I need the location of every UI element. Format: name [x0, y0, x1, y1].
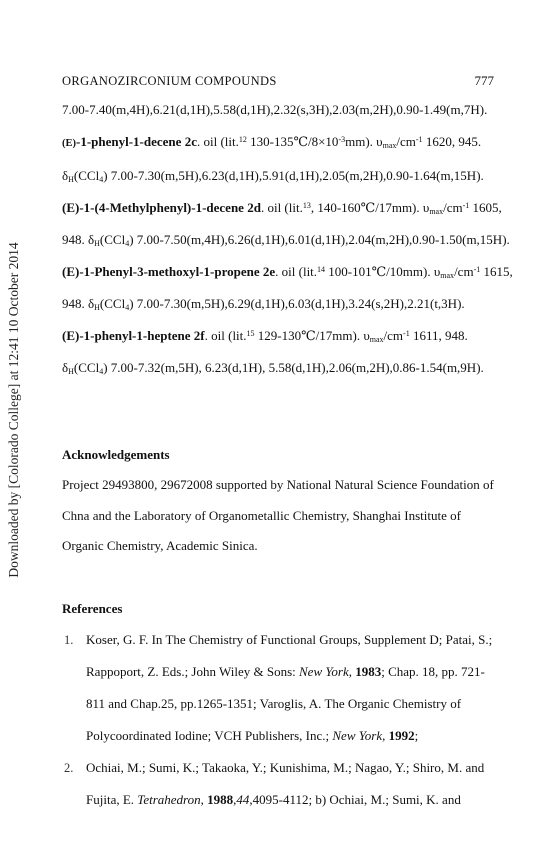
reference-number: 1. — [64, 632, 74, 647]
compound-data — [62, 94, 513, 384]
ref-citation: 13 — [302, 201, 311, 210]
compound-2d-line: (E)-1-(4-Methylphenyl)-1-decene 2d. oil (lit.$^{13}$, 140-160℃/17mm). $\upsilon_{max}/cm^{-1}$ 1605, — [62, 200, 502, 216]
compound-2e-id: 2e — [262, 264, 276, 279]
compound-2d-name: (E)-1-(4-Methylphenyl)-1-decene — [62, 200, 248, 215]
download-watermark-text: Downloaded by [Colorado College] at 12:41 10 October 2014 — [6, 242, 21, 578]
page-body — [62, 94, 513, 816]
compound-2e-name: (E)-1-Phenyl-3-methoxyl-1-propene — [62, 264, 263, 279]
compound-2e-nmr: 948. $\delta_H(CCl_4)$ 7.00-7.30(m,5H),6.29(d,1H),6.03(d,1H),3.24(s,2H),2.21(t,3H). — [62, 296, 465, 312]
ref-citation: 14 — [317, 265, 326, 274]
compound-2f-id: 2f — [193, 328, 205, 343]
compound-2f-nmr: $\delta_H(CCl_4)$ 7.00-7.32(m,5H), 6.23(d,1H), 5.58(d,1H),2.06(m,2H),0.86-1.54(m,9H). — [62, 360, 484, 376]
running-title: ORGANOZIRCONIUM COMPOUNDS — [62, 74, 277, 88]
ref-citation: 15 — [246, 329, 255, 338]
reference-text: Koser, G. F. In The Chemistry of Functional Groups, Supplement D; Patai, S.; Rappoport, Z. Eds.; John Wiley & Sons: New York, 1983; Chap. 18, pp. 721- 811 and Chap.25, pp.1265-1351; Varoglis, A. The Organic Chemistry of Polycoordinated Iodine; VCH Publishers, Inc.; New York, 1992; — [86, 631, 493, 743]
reference-number: 2. — [64, 760, 74, 775]
acknowledgements-text: Project 29493800, 29672008 supported by National Natural Science Foundation of Chna and the Laboratory of Organometallic Chemistry, Shanghai Institute of Organic Chemistry, Academic Sinica. — [62, 477, 494, 553]
compound-2f-line: (E)-1-phenyl-1-heptene 2f. oil (lit.$^{15}$ 129-130℃/17mm). $\upsilon_{max}/cm^{-1}$ 1611, 948. — [62, 328, 468, 344]
compound-2b-nmr-tail: 7.00-7.40(m,4H),6.21(d,1H),5.58(d,1H),2.32(s,3H),2.03(m,2H),0.90-1.49(m,7H). — [62, 102, 488, 117]
compound-2e-line: (E)-1-Phenyl-3-methoxyl-1-propene 2e. oil (lit.$^{14}$ 100-101℃/10mm). $\upsilon_{max}/cm^{-1}$ 1615, — [62, 264, 513, 280]
compound-2f-name: (E)-1-phenyl-1-heptene — [62, 328, 194, 343]
download-watermark — [4, 200, 24, 620]
compound-2d-id: 2d — [247, 200, 261, 215]
stereo-prefix: (E) — [62, 138, 76, 149]
compound-2c-nmr: $\delta_H(CCl_4)$ 7.00-7.30(m,5H),6.23(d,1H),5.91(d,1H),2.05(m,2H),0.90-1.64(m,15H). — [62, 168, 484, 184]
reference-item — [62, 624, 498, 752]
compound-2d-nmr: 948. $\delta_H(CCl_4)$ 7.00-7.50(m,4H),6.26(d,1H),6.01(d,1H),2.04(m,2H),0.90-1.50(m,15H). — [62, 232, 510, 248]
compound-2c-line: (E)-1-phenyl-1-decene 2c. oil (lit.$^{12}$ $130-135℃/8\times 10^{-3}mm$). $\upsilon_{max}/cm^{-1}$ 1620, 945. — [62, 134, 482, 150]
references-heading: References — [62, 600, 123, 616]
compound-2c-id: 2c — [184, 134, 197, 149]
page-header — [62, 73, 494, 89]
ref-citation: 12 — [238, 135, 247, 144]
acknowledgements-heading: Acknowledgements — [62, 447, 170, 462]
reference-item — [62, 752, 498, 816]
reference-text: Ochiai, M.; Sumi, K.; Takaoka, Y.; Kunishima, M.; Nagao, Y.; Shiro, M. and Fujita, E. Tetrahedron, 1988,44,4095-4112; b) Ochiai, M.; Sumi, K. and — [86, 759, 485, 807]
compound-2c-name: -1-phenyl-1-decene — [76, 134, 185, 149]
page-number: 777 — [474, 73, 494, 88]
